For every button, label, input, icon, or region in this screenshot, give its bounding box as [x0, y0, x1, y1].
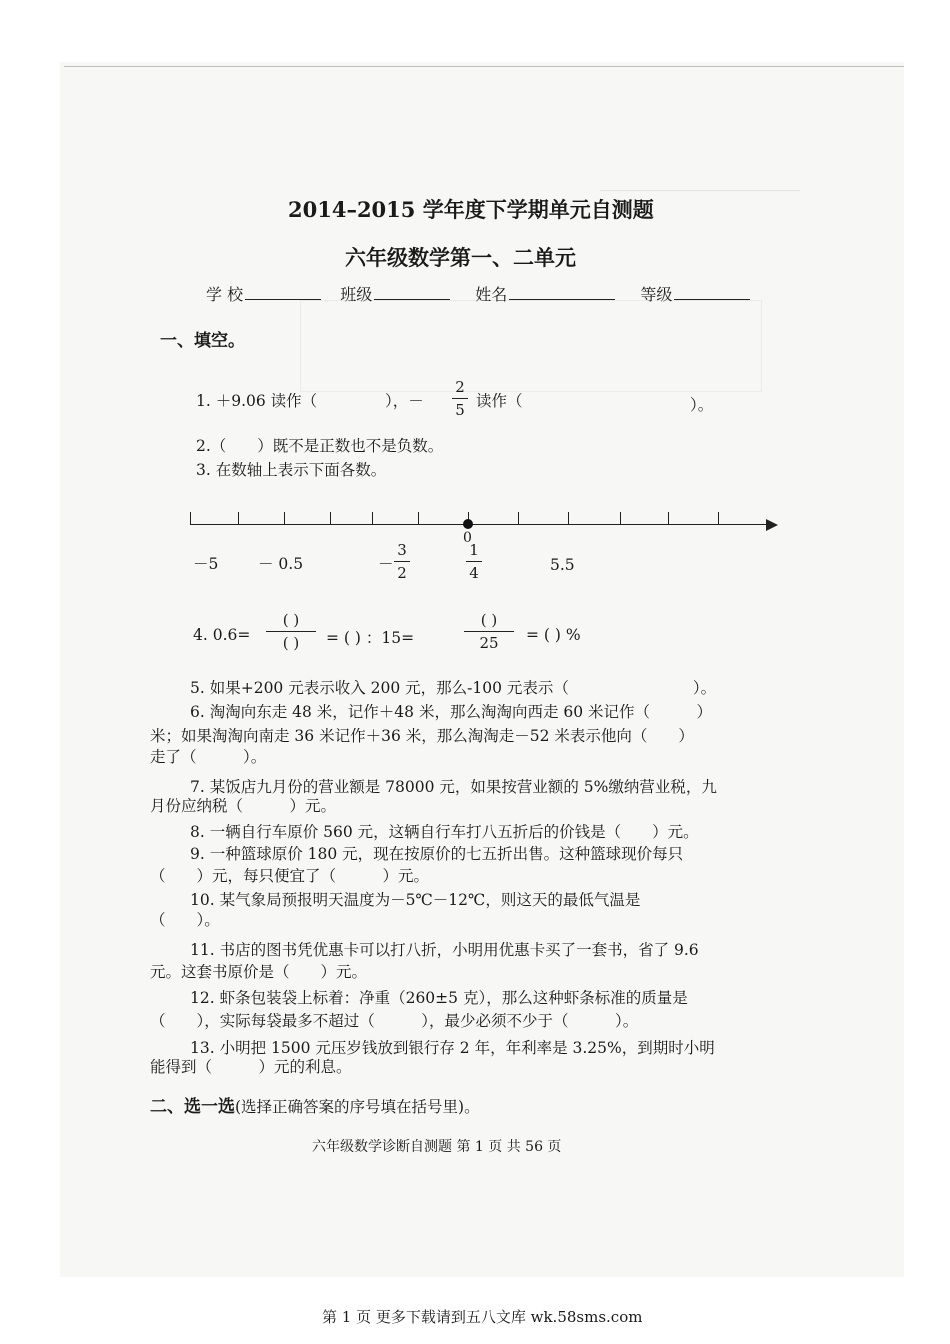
school-label: 学 校: [206, 285, 244, 304]
question-4-fraction-1: [266, 611, 316, 652]
question-7-line-2: 月份应纳税（ ）元。: [150, 797, 337, 815]
question-4-end: = ( ) %: [526, 626, 581, 644]
name-label: 姓名: [475, 285, 508, 304]
bleed-through-table: [300, 300, 762, 392]
question-8: 8. 一辆自行车原价 560 元，这辆自行车打八五折后的价钱是（ ）元。: [190, 823, 699, 841]
fraction-numerator: ( ): [480, 611, 498, 629]
document-page-footer: 第 1 页 更多下载请到五八文库 wk.58sms.com: [322, 1308, 643, 1326]
section-1-heading: 一、填空。: [160, 331, 245, 351]
fraction-numerator: ( ): [282, 611, 300, 629]
number-line-tick: [330, 512, 331, 524]
numline-value-neg-three-halves: [394, 541, 410, 582]
fraction-numerator: 1: [469, 541, 479, 559]
question-6-line-3: 走了（ ）。: [150, 748, 267, 766]
question-4-fraction-2: [464, 611, 514, 652]
question-1-fraction: [452, 378, 468, 419]
fraction-bar: [394, 561, 410, 562]
number-line-origin-dot: [463, 519, 473, 529]
section-2-note: (选择正确答案的序号填在括号里)。: [235, 1098, 480, 1116]
numline-value-neg0-5: － 0.5: [258, 555, 304, 573]
number-line-tick: [418, 512, 419, 524]
question-9-line-2: （ ）元，每只便宜了（ ）元。: [150, 867, 430, 885]
class-field[interactable]: [374, 283, 450, 300]
question-12-line-1: 12. 虾条包装袋上标着：净重（260±5 克），那么这种虾条标准的质量是: [190, 989, 688, 1007]
fraction-bar: [452, 398, 468, 399]
worksheet-subtitle: 六年级数学第一、二单元: [345, 245, 576, 270]
number-line-arrow: [766, 519, 778, 531]
question-1-part-c: 读作（: [476, 392, 523, 410]
question-6-line-1: 6. 淘淘向东走 48 米，记作＋48 米，那么淘淘向西走 60 米记作（ ）: [190, 703, 713, 721]
page-top-rule: [64, 66, 904, 67]
number-line-zero-label: 0: [463, 530, 472, 546]
question-4-middle: = ( ) ：15=: [326, 629, 415, 647]
question-1-part-b: ），－: [385, 392, 424, 410]
grade-label: 等级: [640, 285, 673, 304]
question-1-part-d: ）。: [690, 396, 714, 414]
fraction-bar: [266, 631, 316, 632]
question-6-line-2: 米；如果淘淘向南走 36 米记作＋36 米，那么淘淘走－52 米表示他向（ ）: [150, 727, 694, 745]
number-line-tick: [568, 512, 569, 524]
question-9-line-1: 9. 一种篮球原价 180 元，现在按原价的七五折出售。这种篮球现价每只: [190, 845, 684, 863]
number-line-tick: [190, 512, 191, 524]
fraction-denominator: 4: [469, 564, 479, 582]
question-13-line-2: 能得到（ ）元的利息。: [150, 1058, 352, 1076]
question-2: 2.（ ）既不是正数也不是负数。: [196, 437, 444, 455]
question-3: 3. 在数轴上表示下面各数。: [196, 461, 387, 479]
worksheet-title: 2014–2015 学年度下学期单元自测题: [288, 197, 654, 222]
number-line-tick: [238, 512, 239, 524]
question-10-line-1: 10. 某气象局预报明天温度为－5℃－12℃，则这天的最低气温是: [190, 891, 641, 909]
fraction-denominator: 25: [479, 634, 499, 652]
question-4-prefix: 4. 0.6=: [193, 626, 251, 644]
school-field[interactable]: [245, 283, 321, 300]
fraction-bar: [464, 631, 514, 632]
number-line: [190, 524, 770, 525]
number-line-tick: [284, 512, 285, 524]
grade-field[interactable]: [674, 283, 750, 300]
numline-value-5-5: 5.5: [550, 556, 575, 574]
fraction-numerator: 3: [397, 541, 407, 559]
class-label: 班级: [340, 285, 373, 304]
question-11-line-2: 元。这套书原价是（ ）元。: [150, 963, 368, 981]
section-2-heading-row: [150, 1092, 480, 1117]
name-field[interactable]: [509, 283, 615, 300]
question-13-line-1: 13. 小明把 1500 元压岁钱放到银行存 2 年，年利率是 3.25%，到期时小明: [190, 1039, 715, 1057]
fraction-denominator: 2: [397, 564, 407, 582]
question-10-line-2: （ ）。: [150, 911, 220, 929]
numline-value-neg5: －5: [193, 555, 219, 573]
section-2-heading: 二、选一选: [150, 1097, 235, 1117]
worksheet-page-footer: 六年级数学诊断自测题 第 1 页 共 56 页: [312, 1139, 562, 1155]
numline-value-one-quarter: [466, 541, 482, 582]
number-line-tick: [668, 512, 669, 524]
fraction-bar: [466, 561, 482, 562]
fraction-numerator: 2: [455, 378, 465, 396]
student-info-row: [206, 282, 750, 305]
question-11-line-1: 11. 书店的图书凭优惠卡可以打八折，小明用优惠卡买了一套书，省了 9.6: [190, 941, 699, 959]
numline-neg-fraction-sign: －: [378, 555, 394, 573]
question-1-part-a: 1. ＋9.06 读作（: [196, 392, 318, 410]
question-5: 5. 如果+200 元表示收入 200 元，那么-100 元表示（ ）。: [190, 679, 717, 697]
number-line-tick: [518, 512, 519, 524]
number-line-tick: [372, 512, 373, 524]
number-line-tick: [718, 512, 719, 524]
fraction-denominator: ( ): [282, 634, 300, 652]
number-line-tick: [620, 512, 621, 524]
fraction-denominator: 5: [455, 401, 465, 419]
question-7-line-1: 7. 某饭店九月份的营业额是 78000 元，如果按营业额的 5%缴纳营业税，九: [190, 778, 717, 796]
question-12-line-2: （ ），实际每袋最多不超过（ ），最少必须不少于（ ）。: [150, 1012, 639, 1030]
